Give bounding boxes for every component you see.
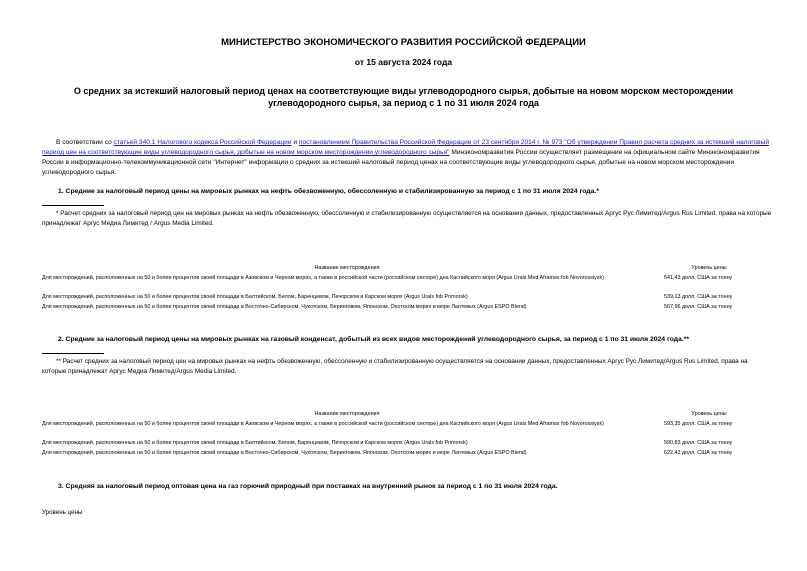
table-row — [42, 274, 766, 293]
intro-suffix: Минэкономразвития России осуществляет размещение на официальном сайте Минэкономразвития России в информационно-телекоммуникационной сети "Интернет" информации о средних за истекший налоговый период ценах на соответствующие виды углеводородного сырья, добытые на новом морском месторождении углеводородного сырья. — [42, 149, 760, 176]
table-row — [42, 420, 766, 439]
field-name: Для месторождений, расположенных на 50 и более процентов своей площади в Балтийском, Белом, Баренцевом, Печорском и Карском морях (Argus Urals fob Primorsk) — [42, 440, 468, 446]
column-header-name: Название месторождения — [314, 265, 380, 271]
footnote-divider — [42, 353, 104, 354]
field-name: Для месторождений, расположенных на 50 и более процентов своей площади в Азовском и Черном морях, а также в российской части (российском секторе) дна Каспийского моря (Argus Urals Med Aframax fob Novorossiysk) — [42, 275, 604, 281]
intro-mid: и — [291, 139, 299, 146]
price-value: 567,96 долл. США за тонну — [664, 304, 733, 310]
government-decree-link[interactable]: постановлением Правительства Российской Федерации от 23 сентября 2014 г. № 973 "Об утверждении Правил расчета средних за истекший налоговый период цен на соответствующие виды углеводородного сырья, добытые на новом морском месторождении углеводородного сырья" — [42, 139, 770, 156]
field-name: Для месторождений, расположенных на 50 и более процентов своей площади в Восточно-Сибирском, Чукотском, Беринговом, Японском, Охотском морях и море Лаптевых (Argus ESPO Blend) — [42, 450, 527, 456]
footnote-divider — [42, 205, 104, 206]
column-header-price: Уровень цены — [691, 411, 727, 417]
section-2-heading: 2. Средние за налоговый период цены на мировых рынках на газовый конденсат, добытый из всех видов месторождений углеводородного сырья, за период с 1 по 31 июля 2024 года.** — [58, 336, 690, 343]
section-1-footnote: * Расчет средних за налоговый период цен на мировых рынках на нефть обезвоженную, обессоленную и стабилизированную осуществляется на основании данных, предоставленных Аргус Рус Лимитед/Argus Rus Limited, права на которые принадлежат Аргус Медиа Лимитед / Argus Media Limited. — [42, 210, 772, 227]
column-header-price: Уровень цены — [691, 265, 727, 271]
price-value: 590,83 долл. США за тонну — [664, 440, 733, 446]
section-2-footnote: ** Расчет средних за налоговый период цен на мировых рынках на нефть обезвоженную, обессоленную и стабилизированную осуществляется на основании данных, предоставленных Аргус Рус Лимитед/Argus Rus Limited, права на которые принадлежат Аргус Медиа Лимитед/Argus Media Limited. — [42, 358, 748, 375]
intro-paragraph — [42, 138, 772, 178]
ministry-name: МИНИСТЕРСТВО ЭКОНОМИЧЕСКОГО РАЗВИТИЯ РОССИЙСКОЙ ФЕДЕРАЦИИ — [221, 37, 586, 48]
column-header-name: Название месторождения — [314, 411, 380, 417]
table-row — [42, 293, 766, 303]
section-1-heading: 1. Средние за налоговый период цены на мировых рынках на нефть обезвоженную, обессоленную и стабилизированную за период с 1 по 31 июля 2024 года.* — [58, 188, 599, 195]
price-value: 539,13 долл. США за тонну — [664, 294, 733, 300]
table-header — [42, 264, 766, 274]
section-3-heading: 3. Средняя за налоговый период оптовая цена на газ горючий природный при поставках на внутренний рынок за период с 1 по 31 июля 2024 года. — [58, 483, 558, 490]
document-title: О средних за истекший налоговый период ценах на соответствующие виды углеводородного сырья, добытые на новом морском месторождении углеводородного сырья, за период с 1 по 31 июля 2024 года — [73, 86, 734, 108]
section-1-table — [42, 264, 766, 313]
price-value: 593,35 долл. США за тонну — [664, 421, 733, 427]
table-header — [42, 410, 766, 420]
field-name: Для месторождений, расположенных на 50 и более процентов своей площади в Азовском и Черном морях, а также в российской части (российском секторе) дна Каспийского моря (Argus Urals Med Aframax fob Novorossiysk) — [42, 421, 604, 427]
price-value: 541,43 долл. США за тонну — [664, 275, 733, 281]
price-value: 622,42 долл. США за тонну — [664, 450, 733, 456]
field-name: Для месторождений, расположенных на 50 и более процентов своей площади в Восточно-Сибирском, Чукотском, Беринговом, Японском, Охотском морях и море Лаптевых (Argus ESPO Blend) — [42, 304, 527, 310]
tax-code-link[interactable]: статьей 340.1 Налогового кодекса Российской Федерации — [113, 139, 292, 146]
table-row — [42, 303, 766, 313]
document-date: от 15 августа 2024 года — [354, 57, 453, 67]
section-2-table — [42, 410, 766, 459]
intro-prefix: В соответствии со — [56, 139, 114, 146]
field-name: Для месторождений, расположенных на 50 и более процентов своей площади в Балтийском, Белом, Баренцевом, Печорском и Карском морях (Argus Urals fob Primorsk) — [42, 294, 468, 300]
price-level-label: Уровень цены — [42, 509, 83, 516]
table-row — [42, 449, 766, 459]
table-row — [42, 439, 766, 449]
